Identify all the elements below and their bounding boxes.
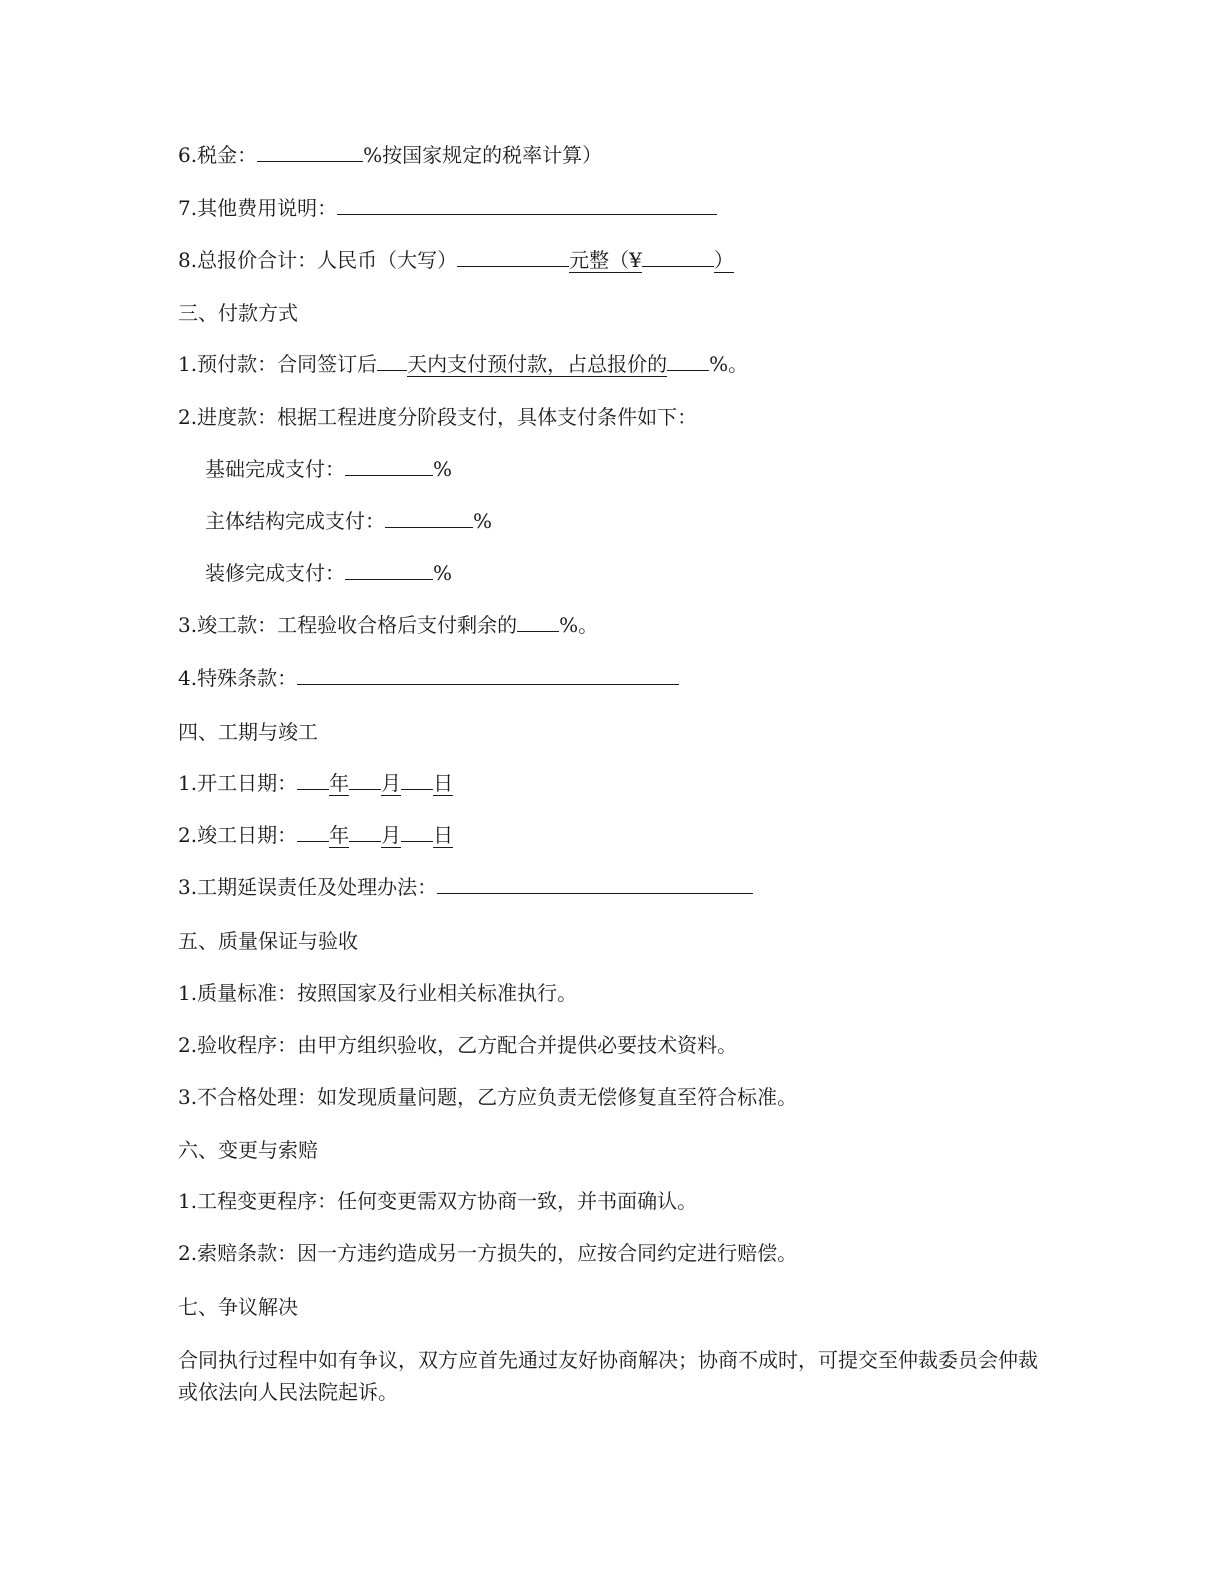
start-day-label: 日 bbox=[433, 771, 454, 795]
main-structure-line bbox=[205, 507, 492, 535]
start-month-blank[interactable] bbox=[349, 769, 381, 790]
end-day-label: 日 bbox=[433, 823, 454, 847]
decoration-blank[interactable] bbox=[345, 559, 433, 580]
total-currency-open: （¥ bbox=[609, 248, 642, 272]
foundation-blank[interactable] bbox=[345, 455, 433, 476]
advance-mid: 天内支付预付款，占总报价的 bbox=[407, 352, 668, 376]
progress-line: 2.进度款：根据工程进度分阶段支付，具体支付条件如下： bbox=[178, 405, 698, 429]
special-terms-label: 4.特殊条款： bbox=[178, 666, 298, 690]
special-terms-line bbox=[178, 664, 679, 692]
section6-heading: 六、变更与索赔 bbox=[178, 1138, 318, 1162]
decoration-suffix: % bbox=[433, 561, 453, 585]
decoration-line bbox=[205, 559, 452, 587]
end-year-blank[interactable] bbox=[297, 821, 329, 842]
foundation-label: 基础完成支付： bbox=[205, 457, 345, 481]
tax-line bbox=[178, 141, 602, 169]
advance-percent-blank[interactable] bbox=[667, 350, 709, 371]
end-date-label: 2.竣工日期： bbox=[178, 823, 298, 847]
advance-before: 1.预付款：合同签订后 bbox=[178, 352, 378, 376]
main-structure-suffix: % bbox=[473, 509, 493, 533]
start-day-blank[interactable] bbox=[401, 769, 433, 790]
end-year-label: 年 bbox=[329, 823, 350, 847]
tax-label: 6.税金： bbox=[178, 143, 258, 167]
total-quote-label: 8.总报价合计：人民币（大写） bbox=[178, 248, 458, 272]
section5-heading: 五、质量保证与验收 bbox=[178, 929, 358, 953]
special-terms-blank[interactable] bbox=[297, 664, 679, 685]
delay-line bbox=[178, 873, 753, 901]
delay-blank[interactable] bbox=[437, 873, 753, 894]
section7-heading: 七、争议解决 bbox=[178, 1295, 298, 1319]
section4-heading: 四、工期与竣工 bbox=[178, 720, 318, 744]
tax-rate-blank[interactable] bbox=[257, 141, 363, 162]
section3-heading: 三、付款方式 bbox=[178, 301, 298, 325]
decoration-label: 装修完成支付： bbox=[205, 561, 345, 585]
total-amount-number-blank[interactable] bbox=[642, 246, 714, 267]
end-date-line bbox=[178, 821, 453, 849]
tax-suffix: %按国家规定的税率计算） bbox=[363, 143, 603, 167]
start-year-blank[interactable] bbox=[297, 769, 329, 790]
total-amount-words-blank[interactable] bbox=[457, 246, 569, 267]
foundation-line bbox=[205, 455, 452, 483]
advance-days-blank[interactable] bbox=[377, 350, 407, 371]
start-year-label: 年 bbox=[329, 771, 350, 795]
dispute-paragraph: 合同执行过程中如有争议，双方应首先通过友好协商解决；协商不成时，可提交至仲裁委员会仲裁或依法向人民法院起诉。 bbox=[178, 1348, 1038, 1404]
completion-percent-blank[interactable] bbox=[517, 611, 559, 632]
completion-pay-line bbox=[178, 611, 598, 639]
claim-line: 2.索赔条款：因一方违约造成另一方损失的，应按合同约定进行赔偿。 bbox=[178, 1241, 798, 1265]
start-date-line bbox=[178, 769, 453, 797]
completion-pay-after: %。 bbox=[559, 613, 599, 637]
main-structure-blank[interactable] bbox=[385, 507, 473, 528]
total-quote-line bbox=[178, 246, 734, 274]
delay-label: 3.工期延误责任及处理办法： bbox=[178, 875, 438, 899]
advance-after: %。 bbox=[709, 352, 749, 376]
change-line: 1.工程变更程序：任何变更需双方协商一致，并书面确认。 bbox=[178, 1189, 698, 1213]
end-month-blank[interactable] bbox=[349, 821, 381, 842]
end-month-label: 月 bbox=[381, 823, 402, 847]
main-structure-label: 主体结构完成支付： bbox=[205, 509, 385, 533]
other-fees-label: 7.其他费用说明： bbox=[178, 196, 338, 220]
other-fees-blank[interactable] bbox=[337, 194, 717, 215]
acceptance-line: 2.验收程序：由甲方组织验收，乙方配合并提供必要技术资料。 bbox=[178, 1033, 738, 1057]
completion-pay-before: 3.竣工款：工程验收合格后支付剩余的 bbox=[178, 613, 518, 637]
other-fees-line bbox=[178, 194, 717, 222]
nonconform-line: 3.不合格处理：如发现质量问题，乙方应负责无偿修复直至符合标准。 bbox=[178, 1085, 798, 1109]
quality-standard-line: 1.质量标准：按照国家及行业相关标准执行。 bbox=[178, 981, 578, 1005]
end-day-blank[interactable] bbox=[401, 821, 433, 842]
start-date-label: 1.开工日期： bbox=[178, 771, 298, 795]
advance-line bbox=[178, 350, 748, 378]
foundation-suffix: % bbox=[433, 457, 453, 481]
total-unit: 元整 bbox=[569, 248, 610, 272]
start-month-label: 月 bbox=[381, 771, 402, 795]
total-close: ） bbox=[713, 248, 734, 272]
